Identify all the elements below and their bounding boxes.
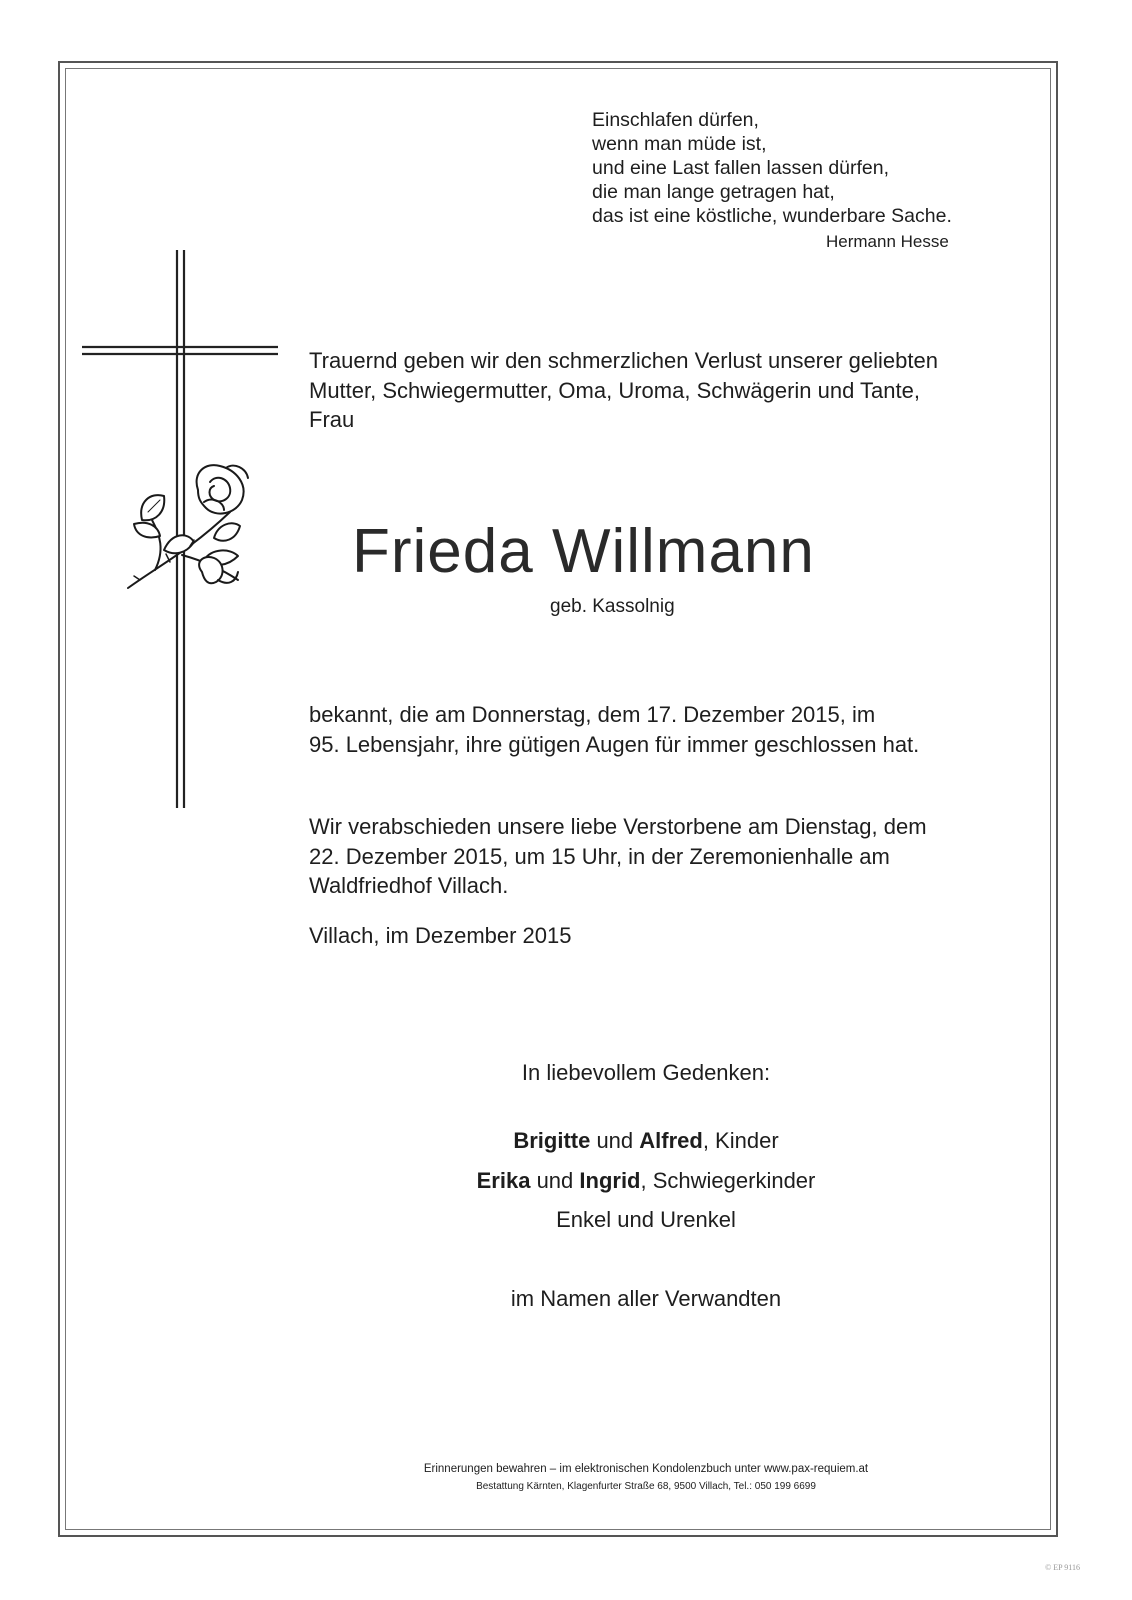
death-line: bekannt, die am Donnerstag, dem 17. Dezember 2015, im: [309, 702, 876, 727]
quote-line: die man lange getragen hat,: [592, 181, 835, 203]
remembrance-heading: In liebevollem Gedenken:: [521, 1060, 771, 1085]
mourner-name: Erika: [476, 1168, 531, 1193]
mourner-line: [380, 1128, 912, 1154]
print-code: © EP 9116: [1045, 1563, 1080, 1572]
mourner-name: Brigitte: [513, 1128, 591, 1153]
funeral-notice: [309, 812, 927, 901]
closing-line: im Namen aller Verwandten: [510, 1286, 782, 1311]
mourner-role: , Schwiegerkinder: [640, 1168, 816, 1193]
intro-line: Mutter, Schwiegermutter, Oma, Uroma, Schwägerin und Tante,: [309, 377, 920, 403]
quote-line: und eine Last fallen lassen dürfen,: [592, 157, 890, 179]
announcement-intro: [309, 346, 938, 435]
quote-line: wenn man müde ist,: [592, 133, 767, 155]
footer-condolence-line: Erinnerungen bewahren – im elektronischen Kondolenzbuch unter www.pax-requiem.at: [423, 1463, 869, 1475]
rose-icon: [128, 465, 248, 588]
footer-address-line: Bestattung Kärnten, Klagenfurter Straße 68, 9500 Villach, Tel.: 050 199 6699: [476, 1481, 816, 1492]
poem-quote: [592, 108, 952, 228]
descendants-line: Enkel und Urenkel: [556, 1207, 736, 1232]
funeral-line: Waldfriedhof Villach.: [309, 873, 509, 898]
mourner-line: [380, 1168, 912, 1194]
intro-line: Frau: [309, 407, 355, 432]
quote-author: Hermann Hesse: [826, 232, 949, 251]
death-line: 95. Lebensjahr, ihre gütigen Augen für immer geschlossen hat.: [309, 731, 920, 757]
mourner-name: Ingrid: [579, 1168, 641, 1193]
funeral-line: Wir verabschieden unsere liebe Verstorbene am Dienstag, dem: [309, 814, 927, 839]
quote-line: das ist eine köstliche, wunderbare Sache.: [592, 205, 952, 227]
cross-with-rose-icon: [120, 250, 300, 830]
death-notice: [309, 700, 919, 759]
mourner-name: Alfred: [639, 1128, 703, 1153]
mourner-join: und: [530, 1168, 580, 1193]
maiden-name: geb. Kassolnig: [550, 596, 675, 617]
deceased-name: Frieda Willmann: [352, 517, 815, 586]
mourner-join: und: [590, 1128, 640, 1153]
funeral-line: 22. Dezember 2015, um 15 Uhr, in der Zeremonienhalle am: [309, 843, 890, 869]
intro-line: Trauernd geben wir den schmerzlichen Verlust unserer geliebten: [309, 348, 938, 373]
quote-line: Einschlafen dürfen,: [592, 109, 759, 131]
mourner-role: , Kinder: [702, 1128, 779, 1153]
place-and-date: Villach, im Dezember 2015: [309, 923, 572, 948]
